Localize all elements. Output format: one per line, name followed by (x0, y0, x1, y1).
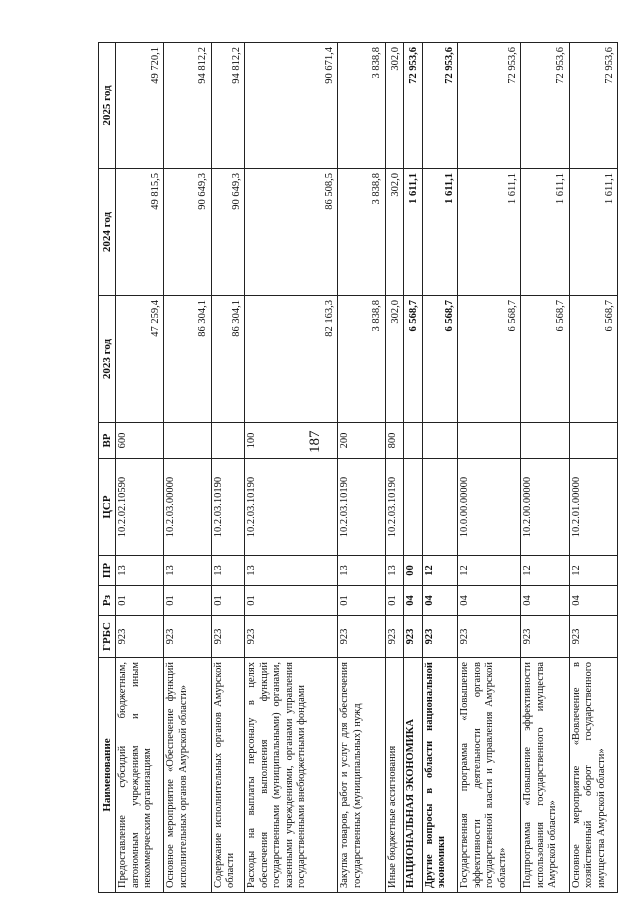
cell-csr (422, 459, 458, 556)
cell-vr (404, 423, 422, 459)
cell-csr: 10.2.03.10190 (385, 459, 403, 556)
cell-rz: 04 (569, 586, 617, 616)
cell-2025: 49 720,1 (116, 43, 164, 169)
cell-csr: 10.2.03.00000 (164, 459, 212, 556)
cell-pr: 00 (404, 556, 422, 586)
cell-2024: 86 508,5 (245, 169, 338, 296)
cell-grbs: 923 (211, 616, 244, 658)
table-row (338, 43, 386, 893)
cell-2023: 86 304,1 (164, 296, 212, 423)
cell-grbs: 923 (245, 616, 338, 658)
cell-2025: 94 812,2 (164, 43, 212, 169)
cell-csr: 10.2.03.10190 (211, 459, 244, 556)
cell-rz: 01 (211, 586, 244, 616)
cell-vr: 100 (245, 423, 338, 459)
cell-vr: 600 (116, 423, 164, 459)
cell-csr: 10.2.01.00000 (569, 459, 617, 556)
table-row (211, 43, 244, 893)
cell-2023: 6 568,7 (404, 296, 422, 423)
header-2023: 2023 год (99, 296, 116, 423)
cell-vr (422, 423, 458, 459)
table-row (245, 43, 338, 893)
table-row (458, 43, 521, 893)
header-name: Наименование (99, 658, 116, 893)
cell-name: Государственная программа «Повышение эффективности деятельности органов государственной власти и управления Амурской области» (458, 658, 521, 893)
cell-name: Подпрограмма «Повышение эффективности использования государственного имущества Амурской области» (521, 658, 569, 893)
header-row (99, 43, 116, 893)
table-row (385, 43, 403, 893)
cell-pr: 13 (116, 556, 164, 586)
cell-2025: 302,0 (385, 43, 403, 169)
cell-name: Другие вопросы в области национальной экономики (422, 658, 458, 893)
cell-rz: 04 (422, 586, 458, 616)
cell-rz: 04 (521, 586, 569, 616)
cell-csr (404, 459, 422, 556)
table-row (116, 43, 164, 893)
cell-2024: 1 611,1 (521, 169, 569, 296)
cell-grbs: 923 (116, 616, 164, 658)
table-row (521, 43, 569, 893)
cell-csr: 10.2.00.00000 (521, 459, 569, 556)
cell-vr: 200 (338, 423, 386, 459)
cell-csr: 10.2.03.10190 (245, 459, 338, 556)
page-number: 187 (307, 430, 323, 453)
cell-grbs: 923 (458, 616, 521, 658)
cell-2024: 49 815,5 (116, 169, 164, 296)
cell-name: Основное мероприятие «Обеспечение функций исполнительных органов Амурской области» (164, 658, 212, 893)
cell-grbs: 923 (404, 616, 422, 658)
cell-pr: 13 (245, 556, 338, 586)
cell-name: Содержание исполнительных органов Амурской области (211, 658, 244, 893)
cell-pr: 12 (458, 556, 521, 586)
cell-rz: 01 (338, 586, 386, 616)
cell-grbs: 923 (521, 616, 569, 658)
cell-2025: 72 953,6 (569, 43, 617, 169)
table-row (404, 43, 422, 893)
cell-2025: 72 953,6 (521, 43, 569, 169)
cell-vr (164, 423, 212, 459)
cell-grbs: 923 (569, 616, 617, 658)
cell-2025: 94 812,2 (211, 43, 244, 169)
cell-2024: 90 649,3 (211, 169, 244, 296)
cell-name: Иные бюджетные ассигнования (385, 658, 403, 893)
cell-name: Закупка товаров, работ и услуг для обеспечения государственных (муниципальных) нужд (338, 658, 386, 893)
header-2024: 2024 год (99, 169, 116, 296)
cell-2025: 72 953,6 (458, 43, 521, 169)
budget-document (98, 43, 618, 893)
cell-2024: 1 611,1 (404, 169, 422, 296)
table-row (569, 43, 617, 893)
cell-rz: 01 (385, 586, 403, 616)
header-2025: 2025 год (99, 43, 116, 169)
cell-2024: 302,0 (385, 169, 403, 296)
cell-name: НАЦИОНАЛЬНАЯ ЭКОНОМИКА (404, 658, 422, 893)
header-vr: ВР (99, 423, 116, 459)
cell-vr (521, 423, 569, 459)
cell-rz: 01 (164, 586, 212, 616)
cell-2023: 86 304,1 (211, 296, 244, 423)
cell-grbs: 923 (338, 616, 386, 658)
cell-pr: 13 (211, 556, 244, 586)
budget-table (98, 42, 618, 893)
cell-pr: 12 (521, 556, 569, 586)
cell-2023: 6 568,7 (569, 296, 617, 423)
cell-2023: 47 259,4 (116, 296, 164, 423)
cell-rz: 04 (404, 586, 422, 616)
cell-csr: 10.2.03.10190 (338, 459, 386, 556)
cell-2023: 6 568,7 (458, 296, 521, 423)
cell-2023: 302,0 (385, 296, 403, 423)
cell-vr (569, 423, 617, 459)
cell-rz: 01 (116, 586, 164, 616)
header-rz: Рз (99, 586, 116, 616)
header-csr: ЦСР (99, 459, 116, 556)
cell-2025: 90 671,4 (245, 43, 338, 169)
cell-vr (458, 423, 521, 459)
cell-grbs: 923 (422, 616, 458, 658)
cell-2024: 1 611,1 (422, 169, 458, 296)
cell-vr: 800 (385, 423, 403, 459)
cell-pr: 13 (338, 556, 386, 586)
cell-2024: 90 649,3 (164, 169, 212, 296)
cell-vr (211, 423, 244, 459)
cell-name: Предоставление субсидий бюджетным, автономным учреждениям и иным некоммерческим организациям (116, 658, 164, 893)
cell-pr: 13 (164, 556, 212, 586)
cell-name: Расходы на выплаты персоналу в целях обеспечения выполнения функций государственными (муниципальными) органами, казенными учреждениями, органами управления государственными внебюджетными фондами (245, 658, 338, 893)
cell-2025: 72 953,6 (404, 43, 422, 169)
cell-2024: 1 611,1 (458, 169, 521, 296)
cell-rz: 01 (245, 586, 338, 616)
cell-pr: 13 (385, 556, 403, 586)
table-row (422, 43, 458, 893)
cell-grbs: 923 (385, 616, 403, 658)
cell-2023: 6 568,7 (521, 296, 569, 423)
cell-2024: 1 611,1 (569, 169, 617, 296)
cell-2025: 3 838,8 (338, 43, 386, 169)
cell-csr: 10.2.02.10590 (116, 459, 164, 556)
table-row (164, 43, 212, 893)
cell-2023: 3 838,8 (338, 296, 386, 423)
cell-grbs: 923 (164, 616, 212, 658)
cell-pr: 12 (569, 556, 617, 586)
cell-2023: 6 568,7 (422, 296, 458, 423)
cell-2023: 82 163,3 (245, 296, 338, 423)
cell-2025: 72 953,6 (422, 43, 458, 169)
cell-name: Основное мероприятие «Вовлечение в хозяйственный оборот государственного имущества Амурской области» (569, 658, 617, 893)
header-grbs: ГРБС (99, 616, 116, 658)
header-pr: ПР (99, 556, 116, 586)
cell-pr: 12 (422, 556, 458, 586)
cell-rz: 04 (458, 586, 521, 616)
cell-2024: 3 838,8 (338, 169, 386, 296)
cell-csr: 10.0.00.00000 (458, 459, 521, 556)
